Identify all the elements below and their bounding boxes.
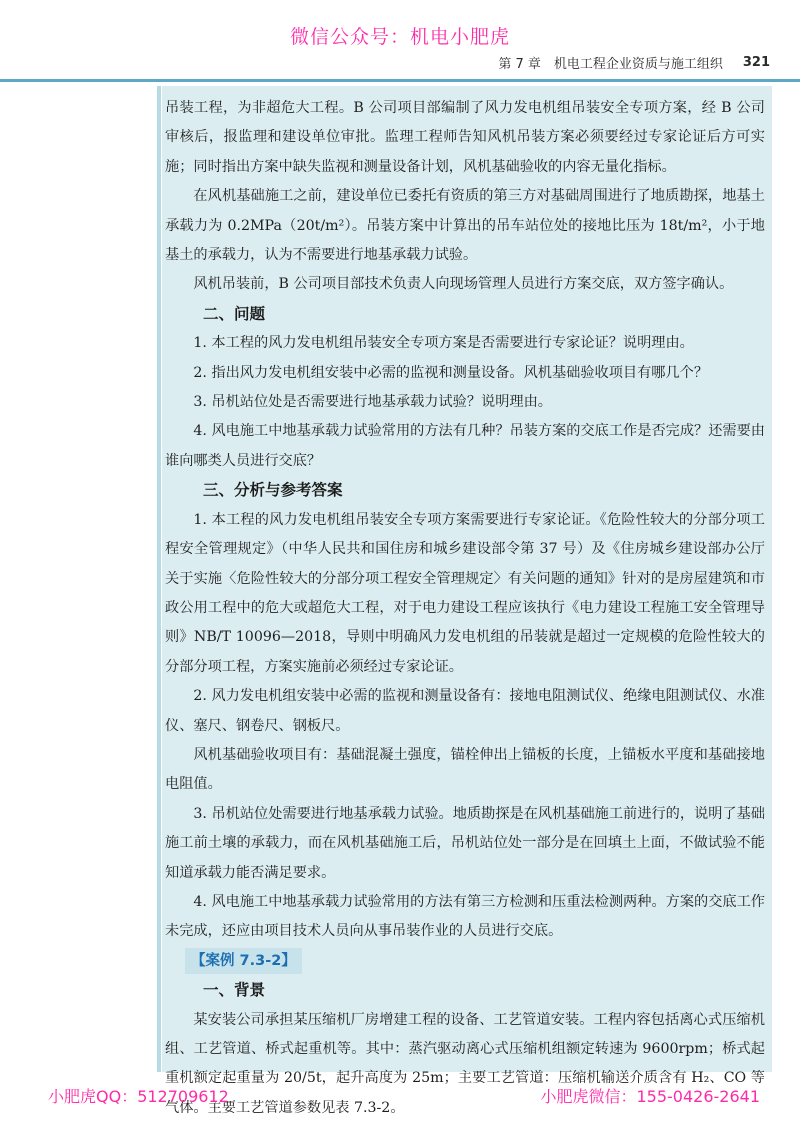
page-number: 321 bbox=[742, 54, 770, 70]
page-header bbox=[480, 50, 770, 74]
paragraph: 在风机基础施工之前，建设单位已委托有资质的第三方对基础周围进行了地质勘探，地基土承载力为 0.2MPa（20t/m²）。吊装方案中计算出的吊车站位处的接地比压为 18t/m²，小于地基土的承载力，认为不需要进行地基承载力试验。 bbox=[165, 188, 765, 264]
case-label: 【案例 7.3-2】 bbox=[185, 948, 302, 974]
header-rule bbox=[0, 79, 800, 82]
answer-item: 3. 吊机站位处需要进行地基承载力试验。地质勘探是在风机基础施工前进行的，说明了基础施工前土壤的承载力，而在风机基础施工后，吊机站位处一部分是在回填土上面，不做试验不能知道承载力能否满足要求。 bbox=[165, 805, 765, 881]
paragraph: 风机吊装前，B 公司项目部技术负责人向现场管理人员进行方案交底，双方签字确认。 bbox=[193, 276, 734, 293]
panel-edge bbox=[157, 86, 161, 1072]
chapter-title: 第 7 章 机电工程企业资质与施工组织 bbox=[498, 56, 723, 72]
answer-item: 风机基础验收项目有：基础混凝土强度，锚栓伸出上锚板的长度，上锚板水平度和基础接地电阻值。 bbox=[165, 746, 765, 793]
answer-item: 2. 风力发电机组安装中必需的监视和测量设备有：接地电阻测试仪、绝缘电阻测试仪、水准仪、塞尺、钢卷尺、钢板尺。 bbox=[165, 688, 765, 734]
answer-item: 4. 风电施工中地基承载力试验常用的方法有第三方检测和压重法检测两种。方案的交底工作未完成，还应由项目技术人员向从事吊装作业的人员进行交底。 bbox=[165, 893, 765, 940]
watermark-wechat: 小肥虎微信：155-0426-2641 bbox=[540, 1087, 760, 1106]
paragraph: 吊装工程，为非超危大工程。B 公司项目部编制了风力发电机组吊装安全专项方案，经 B 公司审核后，报监理和建设单位审批。监理工程师告知风机吊装方案必须要经过专家论证后方可实施；同时指出方案中缺失监视和测量设备计划，风机基础验收的内容无量化指标。 bbox=[165, 100, 765, 175]
question-item: 4. 风电施工中地基承载力试验常用的方法有几种？吊装方案的交底工作是否完成？还需要由谁向哪类人员进行交底？ bbox=[165, 423, 765, 469]
watermark-top: 微信公众号：机电小肥虎 bbox=[289, 26, 510, 48]
page-content bbox=[165, 94, 765, 1123]
section-heading-questions: 二、问题 bbox=[203, 304, 266, 323]
answer-item: 1. 本工程的风力发电机组吊装安全专项方案需要进行专家论证。《危险性较大的分部分项工程安全管理规定》（中华人民共和国住房和城乡建设部令第 37 号）及《住房城乡建设部办公厅关于实施〈危险性较大的分部分项工程安全管理规定〉有关问题的通知》针对的是房屋建筑和市政公用工程中的危大或超危大工程，对于电力建设工程应该执行《电力建设工程施工安全管理导则》NB/T 10096—2018，导则中明确风力发电机组的吊装就是超过一定规模的危险性较大的分部分项工程，方案实施前必须经过专家论证。 bbox=[165, 511, 765, 675]
question-item: 2. 指出风力发电机组安装中必需的监视和测量设备。风机基础验收项目有哪几个？ bbox=[193, 364, 709, 381]
section-heading-answers: 三、分析与参考答案 bbox=[203, 481, 343, 500]
question-item: 1. 本工程的风力发电机组吊装安全专项方案是否需要进行专家论证？说明理由。 bbox=[193, 335, 694, 352]
watermark-qq: 小肥虎QQ：512709612 bbox=[48, 1087, 229, 1106]
paragraph: 某安装公司承担某压缩机厂房增建工程的设备、工艺管道安装。工程内容包括离心式压缩机组、工艺管道、桥式起重机等。其中：蒸汽驱动离心式压缩机组额定转速为 9600rpm；桥式起重机额定起重量为 20/5t，起升高度为 25m；主要工艺管道：压缩机输送介质含有 H₂、CO 等气体。主要工艺管道参数见表 7.3-2。 bbox=[165, 1011, 765, 1116]
section-heading-background: 一、背景 bbox=[203, 981, 266, 1000]
question-item: 3. 吊机站位处是否需要进行地基承载力试验？说明理由。 bbox=[193, 394, 552, 411]
case-label-row bbox=[165, 947, 765, 976]
